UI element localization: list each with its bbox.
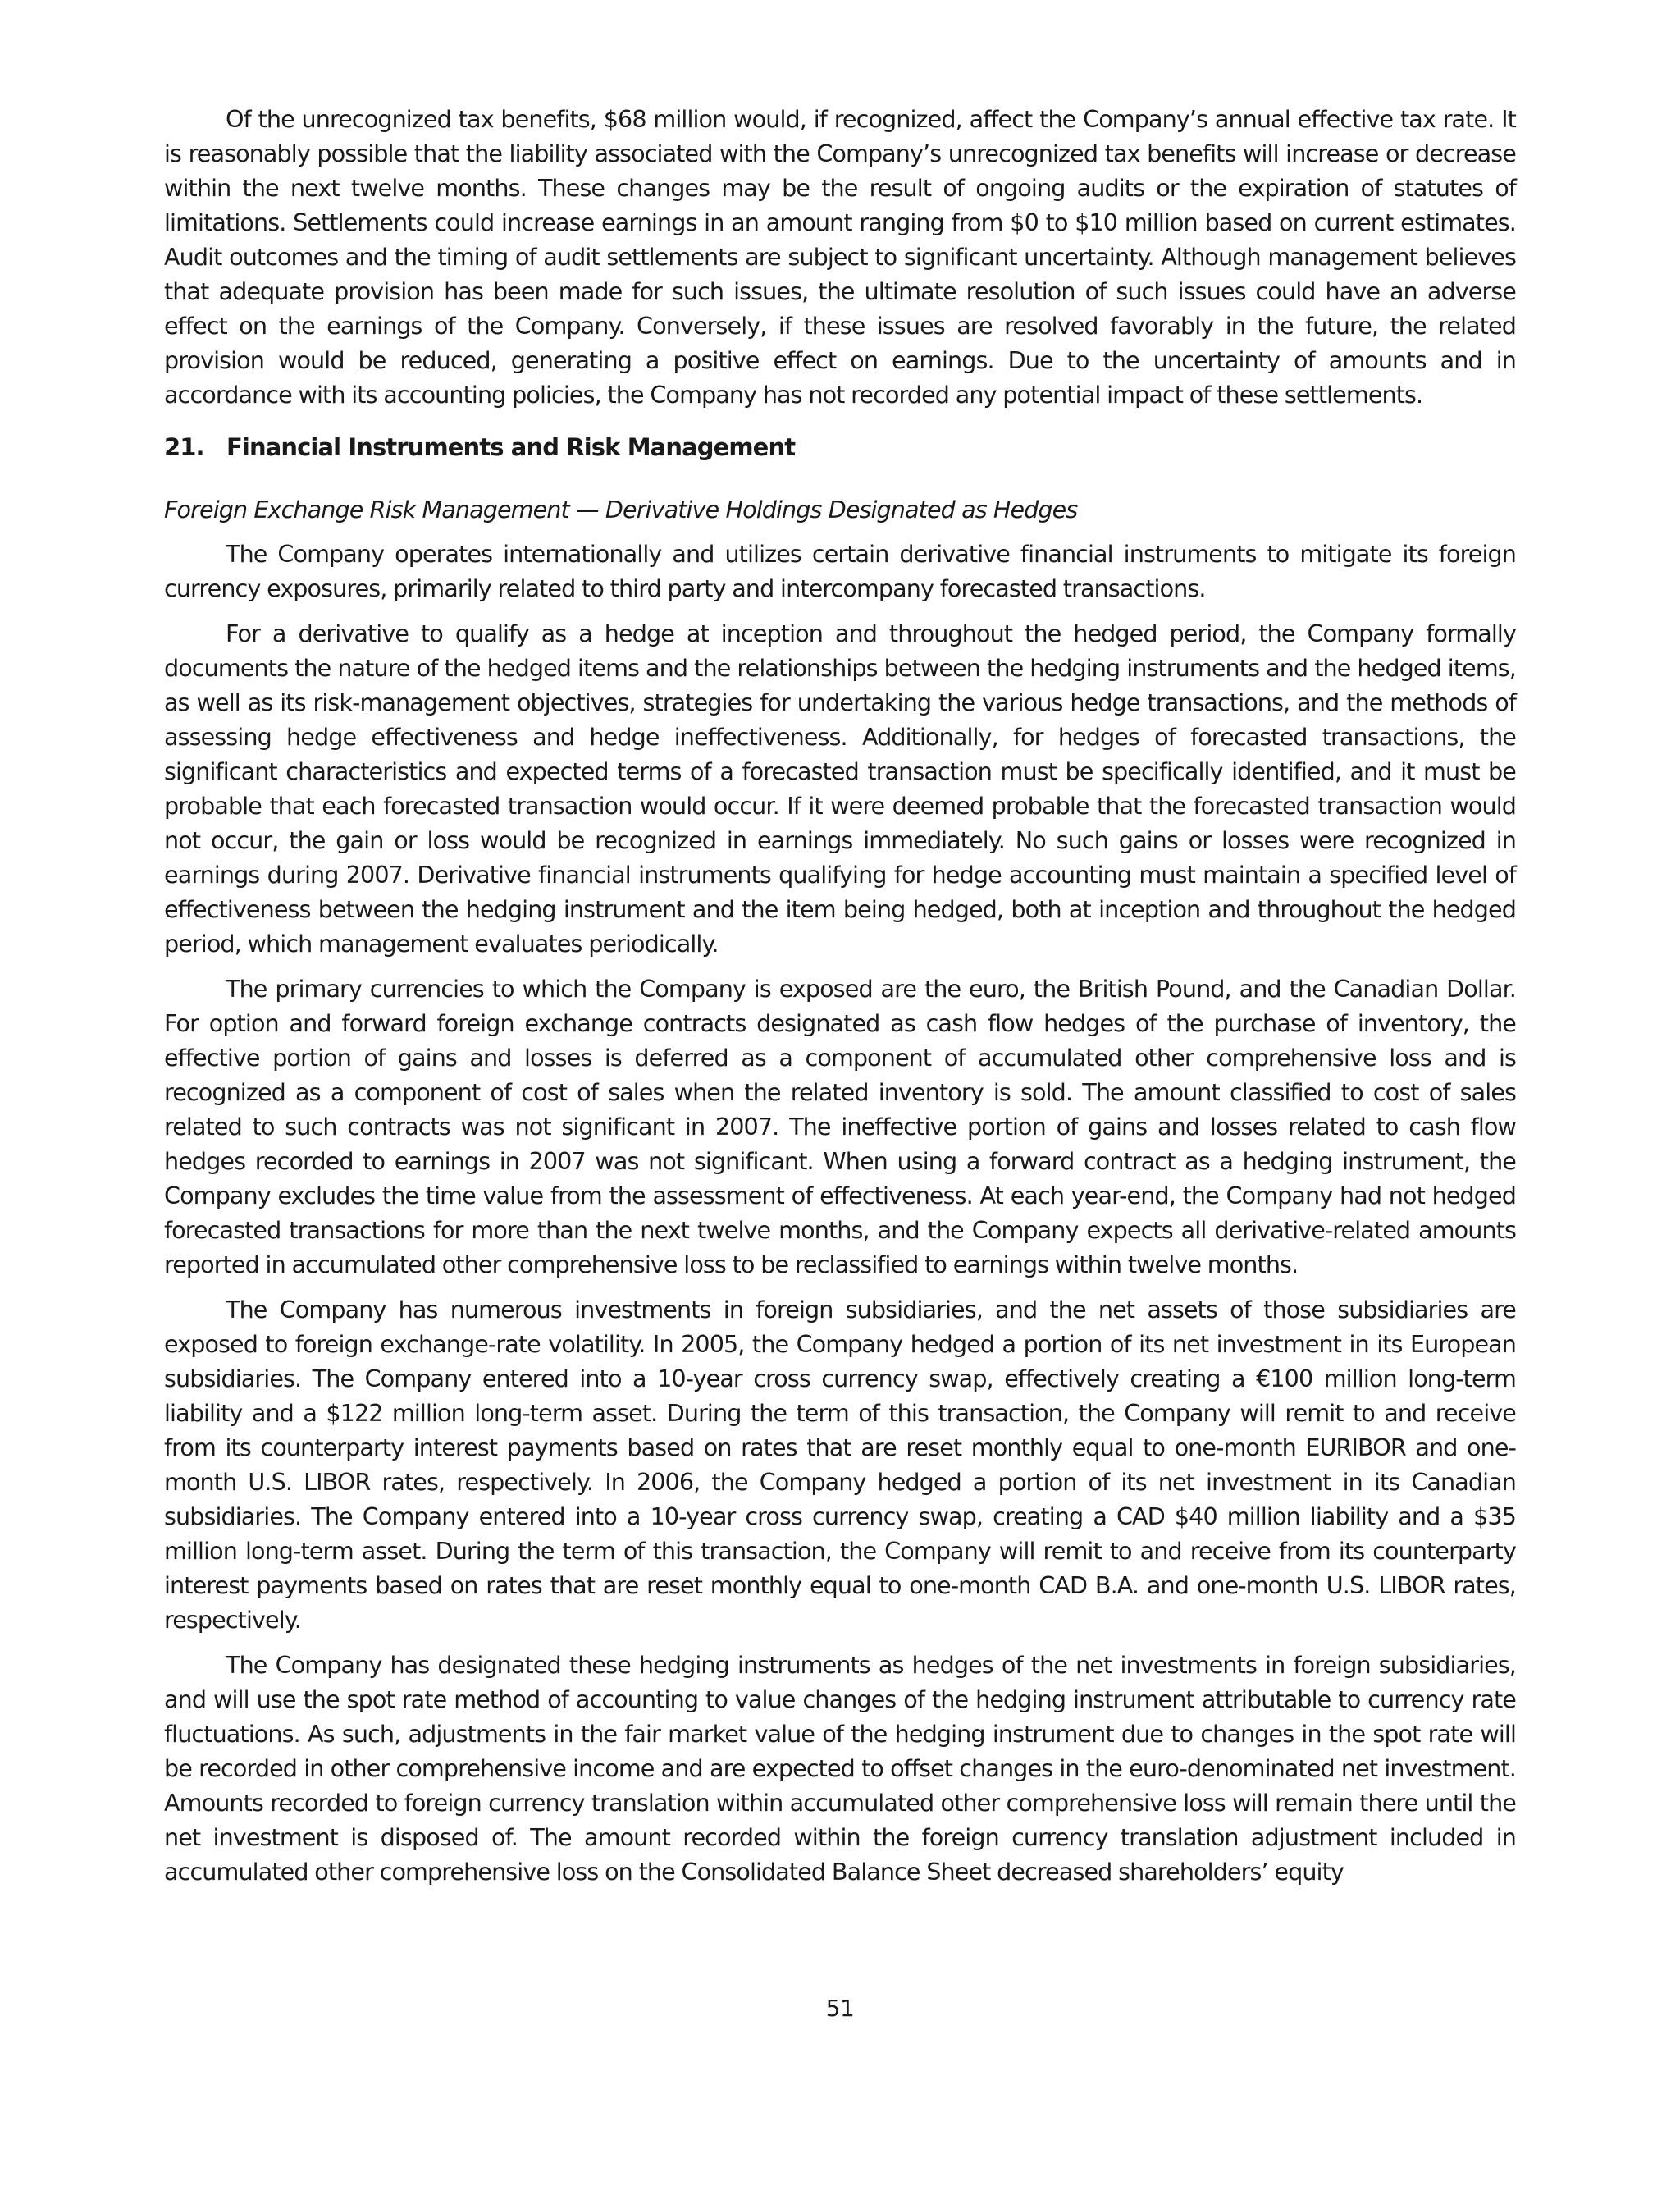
section-title: Financial Instruments and Risk Management (226, 433, 796, 461)
section-subheading: Foreign Exchange Risk Management — Derivative Holdings Designated as Hedges (164, 496, 1078, 523)
paragraph-hedge-qualification: For a derivative to qualify as a hedge at inception and throughout the hedged period, the Company formally documents the nature of the hedged items and the relationships between the hedging instruments and the hedged items, as well as its risk-management objectives, strategies for undertaking the various hedge transactions, and the methods of assessing hedge effectiveness and hedge ineffectiveness. Additionally, for hedges of forecasted transactions, the significant characteristics and expected terms of a forecasted transaction must be specifically identified, and it must be probable that each forecasted transaction would occur. If it were deemed probable that the forecasted transaction would not occur, the gain or loss would be recognized in earnings immediately. No such gains or losses were recognized in earnings during 2007. Derivative financial instruments qualifying for hedge accounting must maintain a specified level of effectiveness between the hedging instrument and the item being hedged, both at inception and throughout the hedged period, which management evaluates periodically. (164, 620, 1516, 958)
section-number: 21. (164, 433, 204, 461)
page-number: 51 (825, 1995, 855, 2022)
paragraph-net-investment: The Company has numerous investments in foreign subsidiaries, and the net assets of those subsidiaries are exposed to foreign exchange-rate volatility. In 2005, the Company hedged a portion of its net investment in its European subsidiaries. The Company entered into a 10-year cross currency swap, effectively creating a €100 million long-term liability and a $122 million long-term asset. During the term of this transaction, the Company will remit to and receive from its counterparty interest payments based on rates that are reset monthly equal to one-month EURIBOR and one-month U.S. LIBOR rates, respectively. In 2006, the Company hedged a portion of its net investment in its Canadian subsidiaries. The Company entered into a 10-year cross currency swap, creating a CAD $40 million liability and a $35 million long-term asset. During the term of this transaction, the Company will remit to and receive from its counterparty interest payments based on rates that are reset monthly equal to one-month CAD B.A. and one-month U.S. LIBOR rates, respectively. (164, 1296, 1516, 1634)
paragraph-currencies: The primary currencies to which the Company is exposed are the euro, the British Pound, and the Canadian Dollar. For option and forward foreign exchange contracts designated as cash flow hedges of the purchase of inventory, the effective portion of gains and losses is deferred as a component of accumulated other comprehensive loss and is recognized as a component of cost of sales when the related inventory is sold. The amount classified to cost of sales related to such contracts was not significant in 2007. The ineffective portion of gains and losses related to cash flow hedges recorded to earnings in 2007 was not significant. When using a forward contract as a hedging instrument, the Company excludes the time value from the assessment of effectiveness. At each year-end, the Company had not hedged forecasted transactions for more than the next twelve months, and the Company expects all derivative-related amounts reported in accumulated other comprehensive loss to be reclassified to earnings within twelve months. (164, 975, 1516, 1278)
section-heading (164, 430, 1516, 464)
paragraph-operations: The Company operates internationally and utilizes certain derivative financial instruments to mitigate its foreign currency exposures, primarily related to third party and intercompany forecasted transactions. (164, 540, 1516, 602)
intro-paragraph: Of the unrecognized tax benefits, $68 million would, if recognized, affect the Company’s annual effective tax rate. It is reasonably possible that the liability associated with the Company’s unrecognized tax benefits will increase or decrease within the next twelve months. These changes may be the result of ongoing audits or the expiration of statutes of limitations. Settlements could increase earnings in an amount ranging from $0 to $10 million based on current estimates. Audit outcomes and the timing of audit settlements are subject to significant uncertainty. Although management believes that adequate provision has been made for such issues, the ultimate resolution of such issues could have an adverse effect on the earnings of the Company. Conversely, if these issues are resolved favorably in the future, the related provision would be reduced, generating a positive effect on earnings. Due to the uncertainty of amounts and in accordance with its accounting policies, the Company has not recorded any potential impact of these settlements. (164, 105, 1516, 409)
document-page (164, 102, 1516, 1900)
paragraph-designation: The Company has designated these hedging instruments as hedges of the net investments in foreign subsidiaries, and will use the spot rate method of accounting to value changes of the hedging instrument attributable to currency rate fluctuations. As such, adjustments in the fair market value of the hedging instrument due to changes in the spot rate will be recorded in other comprehensive income and are expected to offset changes in the euro-denominated net investment. Amounts recorded to foreign currency translation within accumulated other comprehensive loss will remain there until the net investment is disposed of. The amount recorded within the foreign currency translation adjustment included in accumulated other comprehensive loss on the Consolidated Balance Sheet decreased shareholders’ equity (164, 1651, 1516, 1886)
